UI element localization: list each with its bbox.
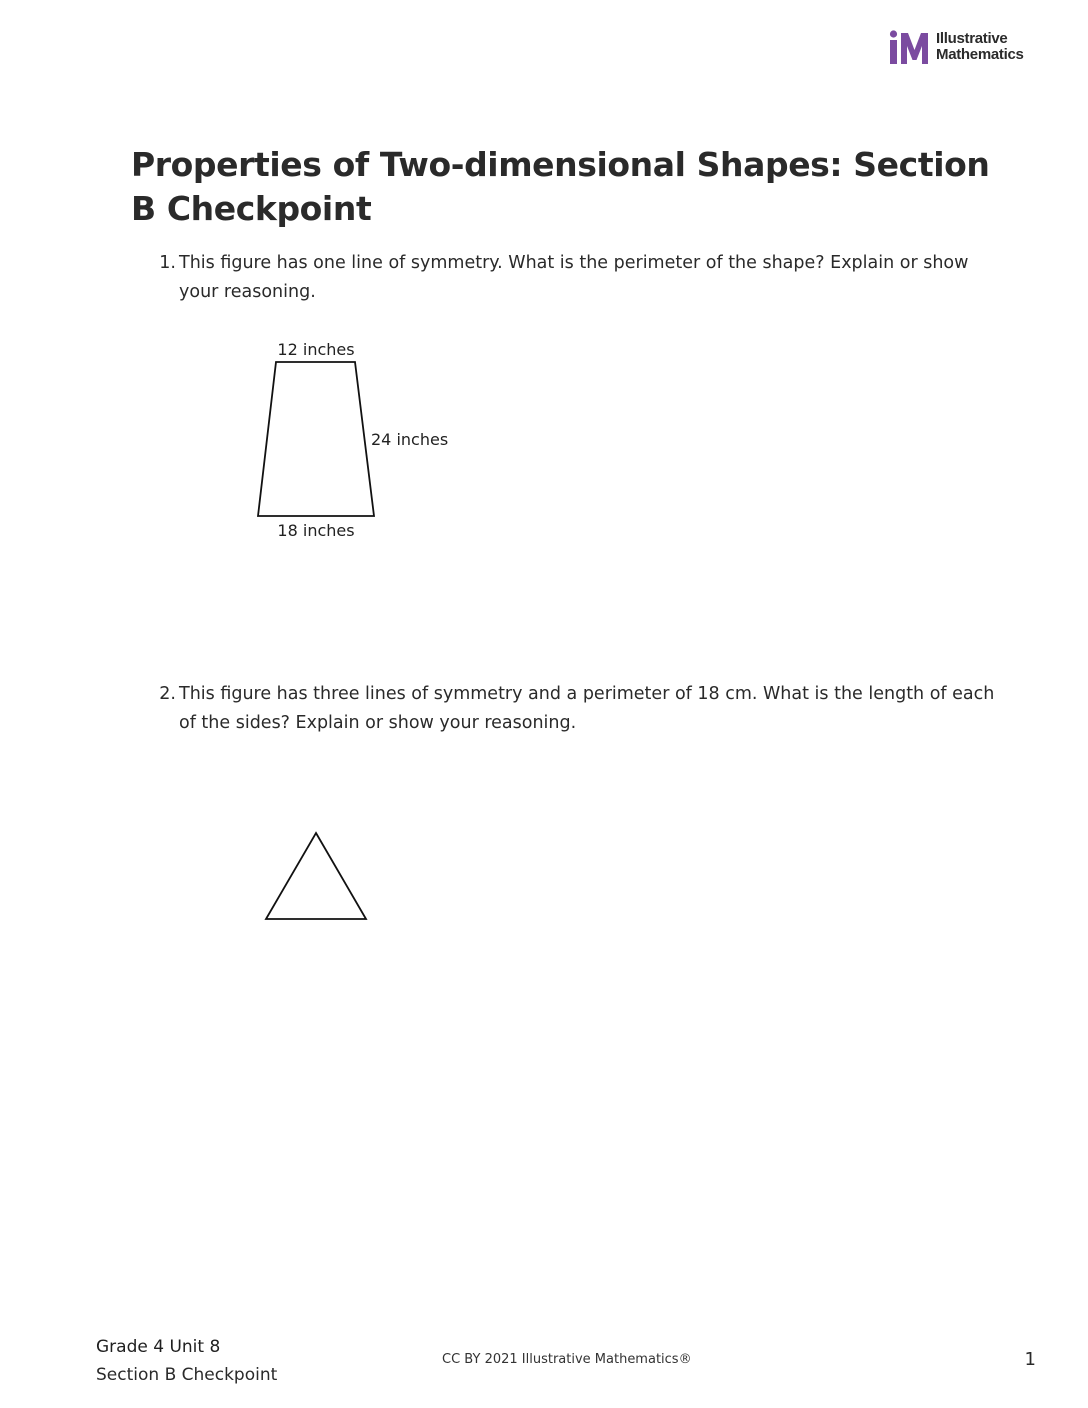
im-logo-icon xyxy=(888,30,932,66)
trapezoid-bottom-label: 18 inches xyxy=(277,521,355,540)
logo-wordmark xyxy=(936,31,1024,63)
question-number: 2. xyxy=(159,684,176,704)
logo-line-1: Illustrative xyxy=(936,30,1008,47)
trapezoid-top-label: 12 inches xyxy=(277,340,355,359)
question-1 xyxy=(150,249,1010,307)
triangle-shape xyxy=(266,833,366,919)
question-number: 1. xyxy=(159,253,176,273)
question-text: This figure has one line of symmetry. What is the perimeter of the shape? Explain or show your reasoning. xyxy=(179,253,969,302)
footer-course-info xyxy=(96,1333,277,1389)
question-2 xyxy=(150,680,1010,738)
trapezoid-figure xyxy=(240,330,470,550)
page-title: Properties of Two-dimensional Shapes: Section B Checkpoint xyxy=(131,145,990,228)
page-number: 1 xyxy=(1024,1349,1036,1370)
footer-section: Section B Checkpoint xyxy=(96,1365,278,1385)
footer-grade-unit: Grade 4 Unit 8 xyxy=(96,1337,221,1357)
trapezoid-side-label: 24 inches xyxy=(371,430,449,449)
question-text: This figure has three lines of symmetry and a perimeter of 18 cm. What is the length of each of the sides? Explain or show your reasoning. xyxy=(179,684,995,733)
illustrative-mathematics-logo xyxy=(888,30,1048,70)
logo-line-2: Mathematics xyxy=(936,46,1024,63)
trapezoid-shape xyxy=(258,362,374,516)
footer-license: CC BY 2021 Illustrative Mathematics® xyxy=(442,1352,692,1367)
triangle-figure xyxy=(255,820,380,930)
